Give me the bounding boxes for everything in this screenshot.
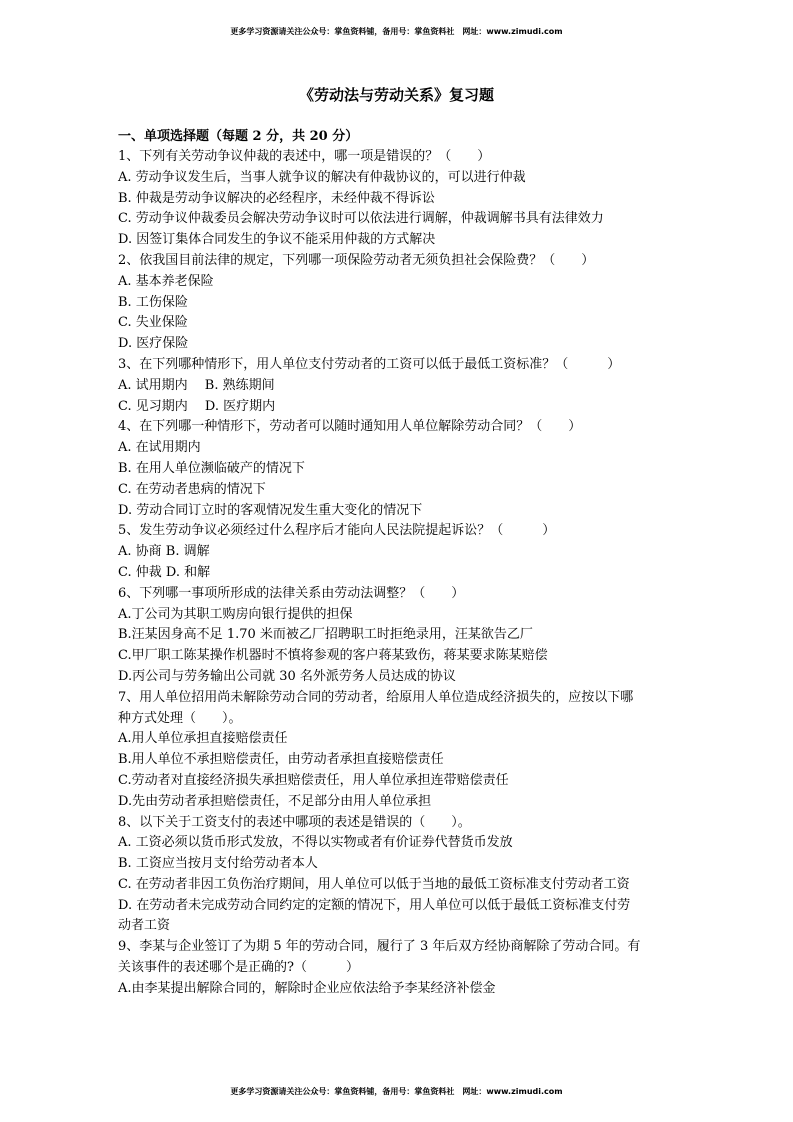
question-9 bbox=[118, 937, 680, 999]
option-d: D. 在劳动者未完成劳动合同约定的定额的情况下，用人单位可以低于最低工资标准支付劳 bbox=[118, 897, 631, 913]
question-stem: 7、用人单位招用尚未解除劳动合同的劳动者，给原用人单位造成经济损失的，应按以下哪 bbox=[118, 689, 634, 705]
question-8 bbox=[118, 813, 680, 938]
question-2 bbox=[118, 251, 680, 355]
option-b: B.用人单位不承担赔偿责任，由劳动者承担直接赔偿责任 bbox=[118, 752, 444, 768]
question-6 bbox=[118, 584, 680, 688]
option-a: A. 基本养老保险 bbox=[118, 273, 214, 289]
question-5 bbox=[118, 521, 680, 583]
question-stem-continued: 种方式处理（ ）。 bbox=[118, 710, 242, 726]
option-b: B. 仲裁是劳动争议解决的必经程序，未经仲裁不得诉讼 bbox=[118, 190, 435, 206]
option-c: C. 在劳动者非因工负伤治疗期间，用人单位可以低于当地的最低工资标准支付劳动者工资 bbox=[118, 876, 630, 892]
option-a: A. 劳动争议发生后，当事人就争议的解决有仲裁协议的，可以进行仲裁 bbox=[118, 169, 526, 185]
question-stem: 6、下列哪一事项所形成的法律关系由劳动法调整？（ ） bbox=[118, 585, 465, 601]
option-d: D. 因签订集体合同发生的争议不能采用仲裁的方式解决 bbox=[118, 232, 436, 248]
document-body bbox=[118, 127, 680, 1000]
option-c: C.劳动者对直接经济损失承担赔偿责任，用人单位承担连带赔偿责任 bbox=[118, 772, 509, 788]
option-c: C. 失业保险 bbox=[118, 315, 188, 331]
page-header: 更多学习资源请关注公众号：掌鱼资料铺，备用号：掌鱼资料社 网址：www.zimudi.com bbox=[230, 27, 563, 36]
option-cd: C. 见习期内 D. 医疗期内 bbox=[118, 398, 276, 414]
question-4 bbox=[118, 417, 680, 521]
option-a: A. 在试用期内 bbox=[118, 440, 201, 456]
option-cd: C. 仲裁 D. 和解 bbox=[118, 564, 211, 580]
question-1 bbox=[118, 147, 680, 251]
option-d: D. 医疗保险 bbox=[118, 336, 189, 352]
question-stem: 4、在下列哪一种情形下，劳动者可以随时通知用人单位解除劳动合同？（ ） bbox=[118, 419, 582, 435]
option-b: B. 在用人单位濒临破产的情况下 bbox=[118, 460, 305, 476]
option-a: A.由李某提出解除合同的，解除时企业应依法给予李某经济补偿金 bbox=[118, 980, 496, 996]
question-3 bbox=[118, 355, 680, 417]
question-stem: 3、在下列哪种情形下，用人单位支付劳动者的工资可以低于最低工资标准？（ ） bbox=[118, 356, 621, 372]
option-ab: A. 试用期内 B. 熟练期间 bbox=[118, 377, 275, 393]
question-stem: 5、发生劳动争议必须经过什么程序后才能向人民法院提起诉讼？（ ） bbox=[118, 523, 556, 539]
option-a: A.丁公司为其职工购房向银行提供的担保 bbox=[118, 606, 353, 622]
page-footer: 更多学习资源请关注公众号：掌鱼资料铺，备用号：掌鱼资料社 网址：www.zimudi.com bbox=[230, 1087, 563, 1096]
option-b: B.汪某因身高不足 1.70 米而被乙厂招聘职工时拒绝录用，汪某欲告乙厂 bbox=[118, 627, 533, 643]
question-stem: 2、依我国目前法律的规定，下列哪一项保险劳动者无须负担社会保险费？（ ） bbox=[118, 252, 595, 268]
option-a: A. 工资必须以货币形式发放，不得以实物或者有价证券代替货币发放 bbox=[118, 835, 513, 851]
section-heading: 一、单项选择题（每题 2 分，共 20 分） bbox=[118, 129, 359, 144]
option-b: B. 工伤保险 bbox=[118, 294, 188, 310]
option-c: C. 在劳动者患病的情况下 bbox=[118, 481, 266, 497]
question-stem: 8、以下关于工资支付的表述中哪项的表述是错误的（ ）。 bbox=[118, 814, 471, 830]
option-b: B. 工资应当按月支付给劳动者本人 bbox=[118, 856, 318, 872]
option-a: A.用人单位承担直接赔偿责任 bbox=[118, 731, 288, 747]
option-d: D.丙公司与劳务输出公司就 30 名外派劳务人员达成的协议 bbox=[118, 668, 456, 684]
document-title: 《劳动法与劳动关系》复习题 bbox=[298, 86, 494, 104]
option-c: C. 劳动争议仲裁委员会解决劳动争议时可以依法进行调解，仲裁调解书具有法律效力 bbox=[118, 211, 604, 227]
question-stem-continued: 关该事件的表述哪个是正确的?（ ） bbox=[118, 960, 359, 976]
option-ab: A. 协商 B. 调解 bbox=[118, 544, 210, 560]
option-d-continued: 动者工资 bbox=[118, 918, 171, 934]
option-d: D.先由劳动者承担赔偿责任，不足部分由用人单位承担 bbox=[118, 793, 432, 809]
question-stem: 1、下列有关劳动争议仲裁的表述中，哪一项是错误的？（ ） bbox=[118, 149, 491, 164]
option-d: D. 劳动合同订立时的客观情况发生重大变化的情况下 bbox=[118, 502, 423, 518]
question-stem: 9、李某与企业签订了为期 5 年的劳动合同，履行了 3 年后双方经协商解除了劳动合同。有 bbox=[118, 939, 641, 955]
question-7 bbox=[118, 688, 680, 813]
option-c: C.甲厂职工陈某操作机器时不慎将参观的客户蒋某致伤，蒋某要求陈某赔偿 bbox=[118, 648, 548, 664]
